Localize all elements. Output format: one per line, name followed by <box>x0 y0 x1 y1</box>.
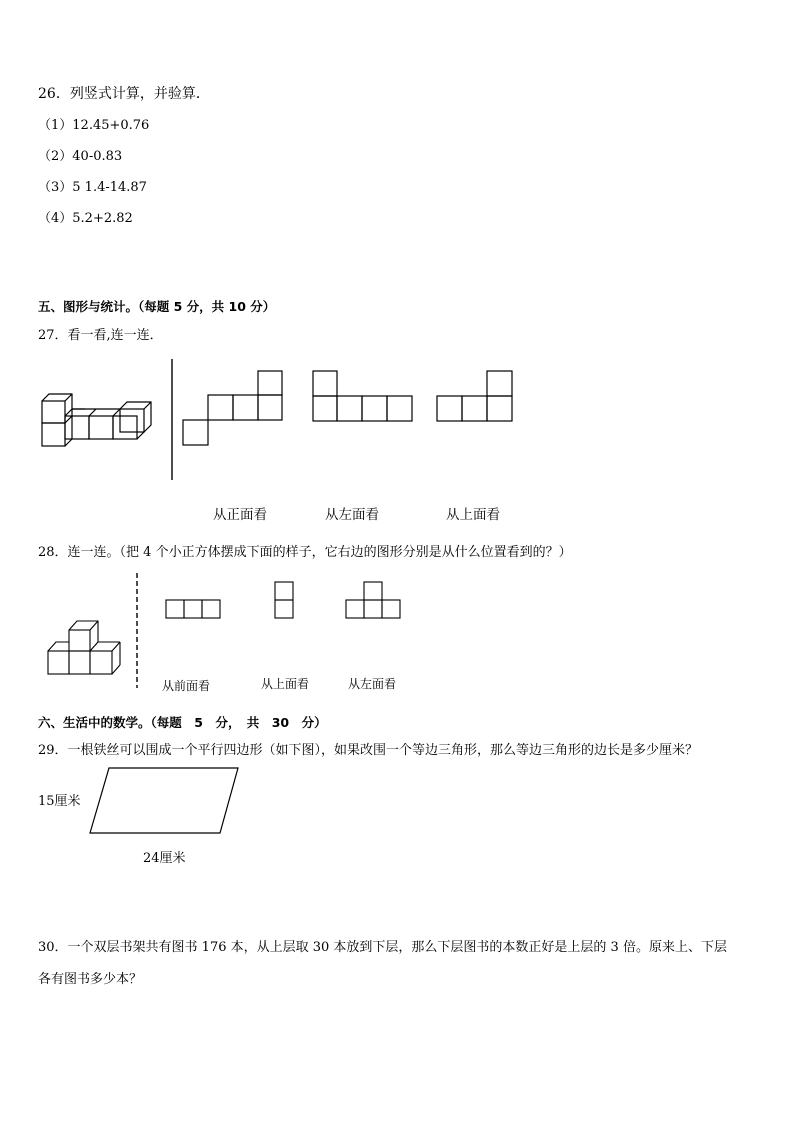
q30-line-2: 各有图书多少本？ <box>38 972 143 987</box>
section5-heading: 五、图形与统计。（每题 5 分，共 10 分） <box>38 299 276 314</box>
q27-label-top: 从上面看 <box>446 507 500 523</box>
q26-item-4: （4）5.2+2.82 <box>38 211 133 226</box>
q27-label-front: 从正面看 <box>213 507 267 523</box>
section6-heading: 六、生活中的数学。（每题 5 分， 共 30 分） <box>38 715 327 730</box>
q30-line-1: 30．一个双层书架共有图书 176 本，从上层取 30 本放到下层，那么下层图书的本数正好是上层的 3 倍。原来上、下层 <box>38 940 727 955</box>
q26-title: 26．列竖式计算，并验算． <box>38 86 210 102</box>
q29-title: 29．一根铁丝可以围成一个平行四边形（如下图），如果改围一个等边三角形，那么等边三角形的边长是多少厘米？ <box>38 743 699 758</box>
q28-title: 28．连一连。（把 4 个小正方体摆成下面的样子，它右边的图形分别是从什么位置看到的？） <box>38 545 572 560</box>
q29-side-label: 15厘米 <box>38 794 81 809</box>
q26-item-1: （1）12.45+0.76 <box>38 118 150 133</box>
q27-label-left: 从左面看 <box>325 507 379 523</box>
q28-label-top: 从上面看 <box>261 677 310 691</box>
q29-base-label: 24厘米 <box>143 851 186 866</box>
q27-title: 27．看一看,连一连． <box>38 328 163 343</box>
q28-label-left: 从左面看 <box>348 677 397 691</box>
q28-label-front: 从前面看 <box>162 679 211 693</box>
q26-item-2: （2）40-0.83 <box>38 149 123 164</box>
q26-item-3: （3）5 1.4-14.87 <box>38 180 147 195</box>
